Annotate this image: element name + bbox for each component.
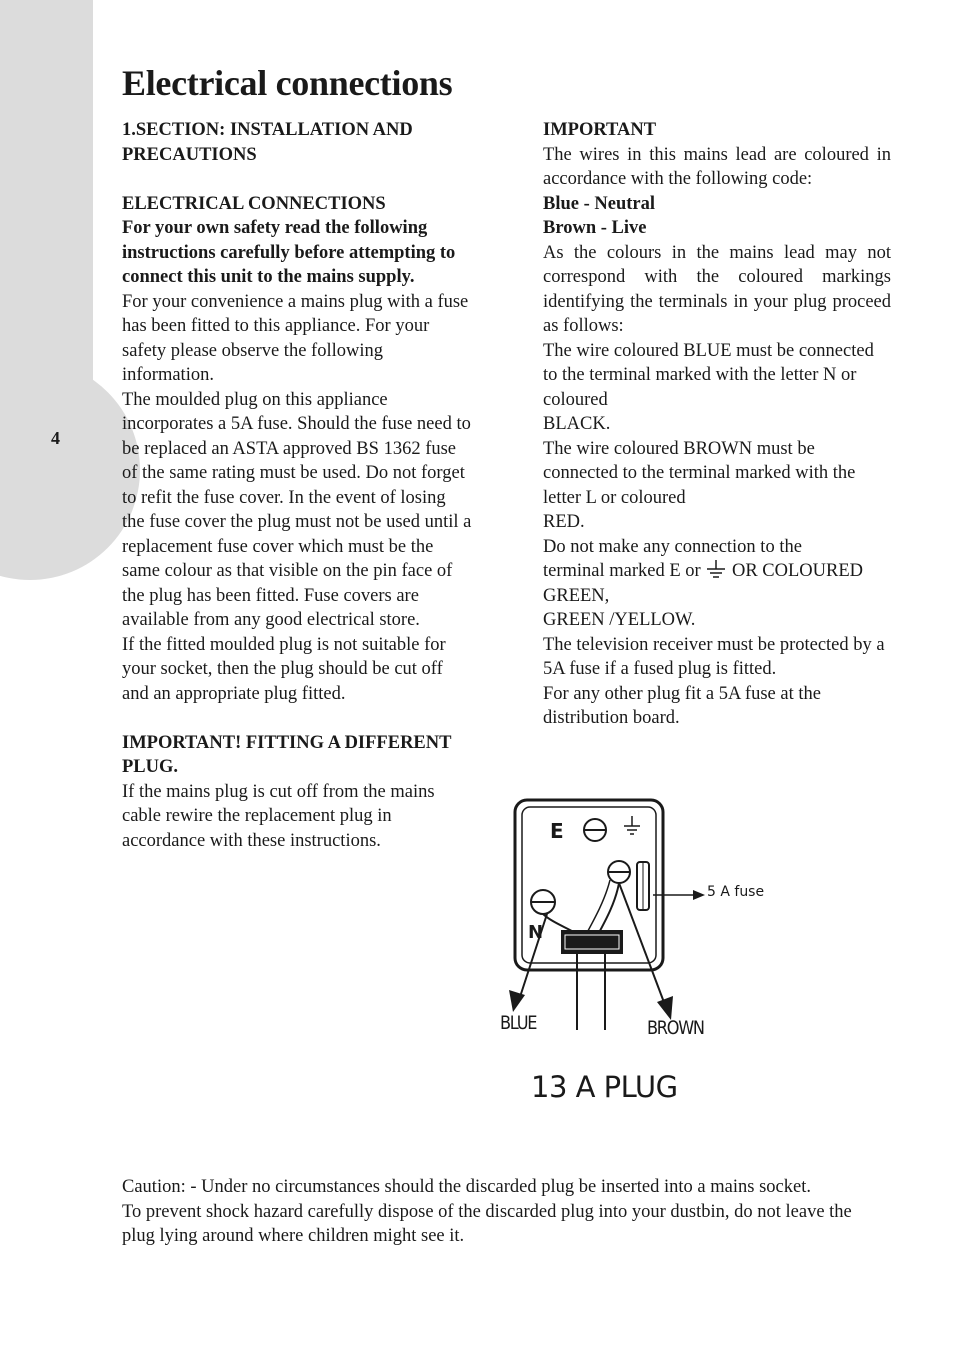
right-column [543,118,891,731]
rewire-paragraph: If the mains plug is cut off from the mains cable rewire the replacement plug in accordance with these instructions. [122,781,435,851]
terminal-e-label: E [550,819,564,843]
moulded-plug-paragraph: The moulded plug on this appliance incorporates a 5A fuse. Should the fuse need to be replaced an ASTA approved BS 1362 fuse of the same rating must be used. Do not forget to refit the fuse cover. In the event of losing the fuse cover the plug must not be used until a replacement fuse cover which must be the same colour as that visible on the pin face of the plug has been fitted. Fuse covers are available from any good electrical store. [122,389,472,630]
blue-neutral-label: Blue - Neutral [543,193,656,214]
side-band [0,0,93,400]
blue-wire-paragraph: The wire coloured BLUE must be connected to the terminal marked with the letter N or coloured [543,340,874,410]
earth-symbol-icon [705,560,727,578]
page-title: Electrical connections [122,63,453,103]
wire-code-paragraph: The wires in this mains lead are coloured in accordance with the following code: [543,144,891,189]
brown-wire-paragraph: The wire coloured BROWN must be connected to the terminal marked with the letter L or coloured [543,438,856,508]
figure-caption: 13 A PLUG [531,1070,678,1104]
electrical-connections-subheading: ELECTRICAL CONNECTIONS [122,193,386,214]
fuse-label: 5 A fuse [707,884,765,900]
blue-wire-black: BLACK. [543,414,611,434]
section-heading: 1.SECTION: INSTALLATION AND PRECAUTIONS [122,120,413,165]
earth-terminal-text-pre: terminal marked E or [543,561,701,581]
page-number: 4 [51,428,60,448]
terminal-n-label: N [528,922,544,943]
brown-wire-label: BROWN [647,1017,704,1039]
earth-terminal-line [543,559,891,608]
no-connection-line: Do not make any connection to the [543,536,802,557]
earth-terminal-text-post: OR COLOURED GREEN, [543,561,863,606]
caution-notice [122,1175,882,1249]
colours-mismatch-paragraph: As the colours in the mains lead may not correspond with the coloured markings identifying the terminals in your plug proceed as follows: [543,242,891,336]
other-plug-paragraph: For any other plug fit a 5A fuse at the distribution board. [543,683,821,728]
green-yellow-line: GREEN /YELLOW. [543,610,696,630]
left-column [122,118,472,853]
convenience-paragraph: For your convenience a mains plug with a fuse has been fitted to this appliance. For your safety please observe the following information. [122,291,469,385]
tv-fuse-paragraph: The television receiver must be protected by a 5A fuse if a fused plug is fitted. [543,634,885,679]
important-heading: IMPORTANT [543,120,657,140]
brown-live-label: Brown - Live [543,218,647,238]
unsuitable-plug-paragraph: If the fitted moulded plug is not suitable for your socket, then the plug should be cut off and an appropriate plug fitted. [122,634,446,704]
caution-line-2: To prevent shock hazard carefully dispose of the discarded plug into your dustbin, do not leave the plug lying around where children might see it. [122,1201,852,1246]
caution-line-1: Caution: - Under no circumstances should the discarded plug be inserted into a mains socket. [122,1177,811,1197]
blue-wire-label: BLUE [500,1012,537,1034]
brown-wire-red: RED. [543,512,585,532]
fitting-different-plug-heading: IMPORTANT! FITTING A DIFFERENT PLUG. [122,732,452,777]
side-tab-circle [0,360,140,580]
safety-notice: For your own safety read the following instructions carefully before attempting to connect this unit to the mains supply. [122,218,456,287]
